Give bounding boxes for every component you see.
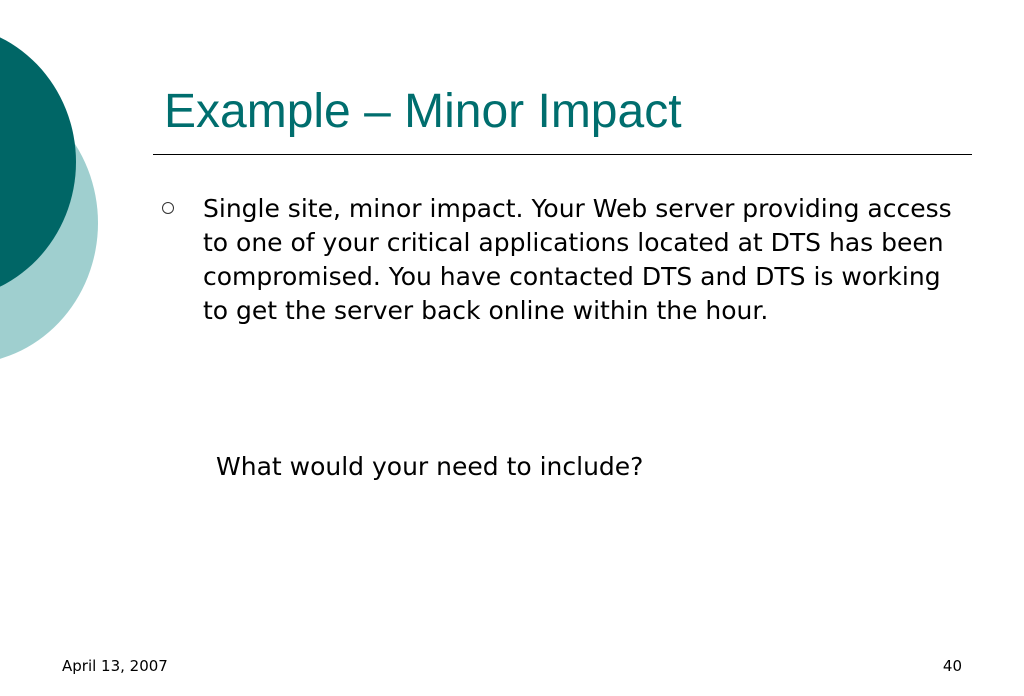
footer-date: April 13, 2007 <box>62 657 168 675</box>
slide-title: Example – Minor Impact <box>164 85 682 138</box>
hollow-circle-bullet-icon <box>162 202 174 214</box>
question-text: What would your need to include? <box>216 452 644 481</box>
bullet-list <box>160 192 960 328</box>
page-number: 40 <box>942 657 962 675</box>
title-divider <box>153 154 972 155</box>
bullet-text: Single site, minor impact. Your Web server providing access to one of your critical applications located at DTS has been compromised. You have contacted DTS and DTS is working to get the server back online within the hour. <box>203 194 952 325</box>
bullet-item <box>160 192 960 328</box>
